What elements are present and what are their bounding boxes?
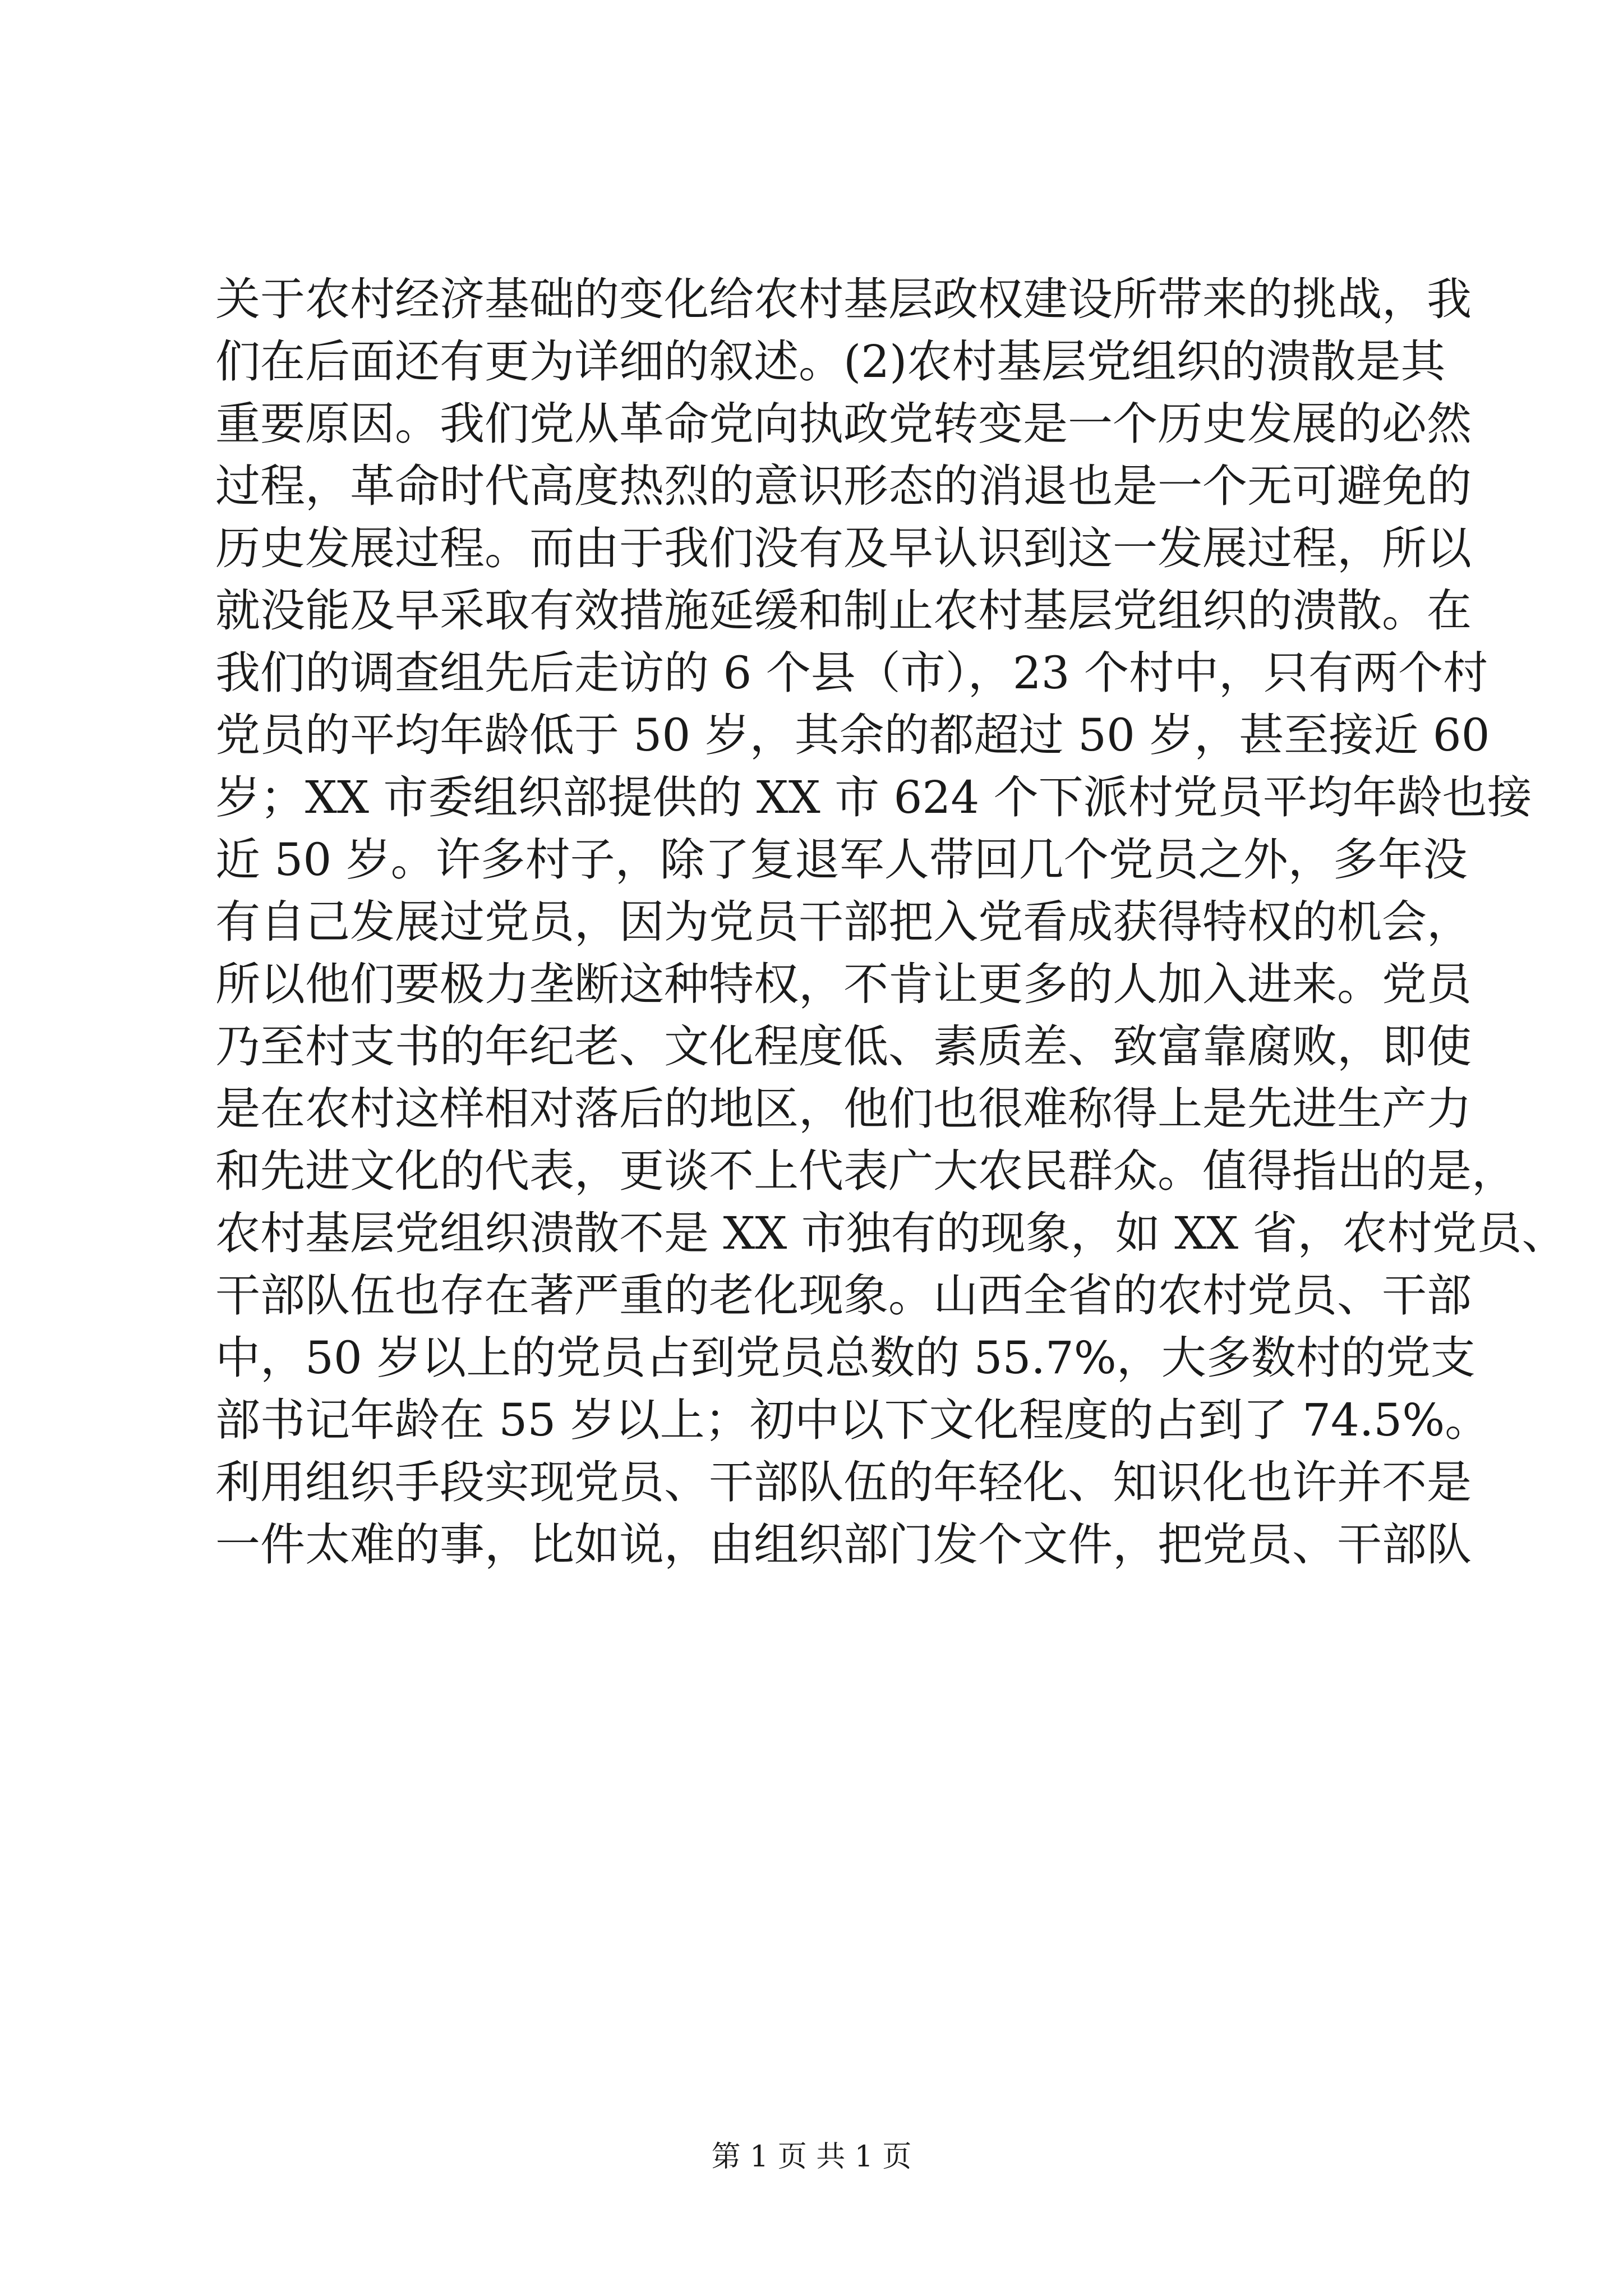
text-line: 关于农村经济基础的变化给农村基层政权建设所带来的挑战，我: [215, 273, 1472, 325]
text-line: 重要原因。我们党从革命党向执政党转变是一个历史发展的必然: [215, 398, 1472, 450]
text-line: 中，50 岁以上的党员占到党员总数的 55.7%，大多数村的党支: [215, 1332, 1476, 1384]
body-text: [215, 268, 1567, 1576]
text-line: 和先进文化的代表，更谈不上代表广大农民群众。值得指出的是，: [215, 1145, 1516, 1197]
page-number: 第 1 页 共 1 页: [711, 2140, 912, 2174]
text-line: 部书记年龄在 55 岁以上；初中以下文化程度的占到了 74.5%。: [215, 1394, 1490, 1446]
text-line: 干部队伍也存在著严重的老化现象。山西全省的农村党员、干部: [215, 1269, 1472, 1322]
text-line: 一件太难的事，比如说，由组织部门发个文件，把党员、干部队: [215, 1519, 1472, 1571]
text-line: 农村基层党组织溃散不是 XX 市独有的现象，如 XX 省，农村党员、: [215, 1207, 1567, 1259]
text-line: 近 50 岁。许多村子，除了复退军人带回几个党员之外，多年没: [215, 834, 1468, 886]
text-line: 党员的平均年龄低于 50 岁，其余的都超过 50 岁，甚至接近 60: [215, 709, 1490, 761]
text-line: 乃至村支书的年纪老、文化程度低、素质差、致富靠腐败，即使: [215, 1020, 1472, 1073]
text-line: 们在后面还有更为详细的叙述。(2)农村基层党组织的溃散是其: [215, 335, 1446, 388]
text-line: 历史发展过程。而由于我们没有及早认识到这一发展过程，所以: [215, 522, 1472, 574]
text-line: 岁；XX 市委组织部提供的 XX 市 624 个下派村党员平均年龄也接: [215, 771, 1532, 823]
text-line: 利用组织手段实现党员、干部队伍的年轻化、知识化也许并不是: [215, 1456, 1472, 1508]
text-line: 过程，革命时代高度热烈的意识形态的消退也是一个无可避免的: [215, 460, 1472, 512]
text-line: 就没能及早采取有效措施延缓和制止农村基层党组织的溃散。在: [215, 585, 1472, 637]
text-line: 有自己发展过党员，因为党员干部把入党看成获得特权的机会，: [215, 896, 1472, 948]
page-footer: [0, 2137, 1623, 2177]
text-line: 是在农村这样相对落后的地区，他们也很难称得上是先进生产力: [215, 1083, 1472, 1135]
text-line: 所以他们要极力垄断这种特权，不肯让更多的人加入进来。党员: [215, 958, 1472, 1010]
text-line: 我们的调查组先后走访的 6 个县（市），23 个村中，只有两个村: [215, 647, 1488, 699]
